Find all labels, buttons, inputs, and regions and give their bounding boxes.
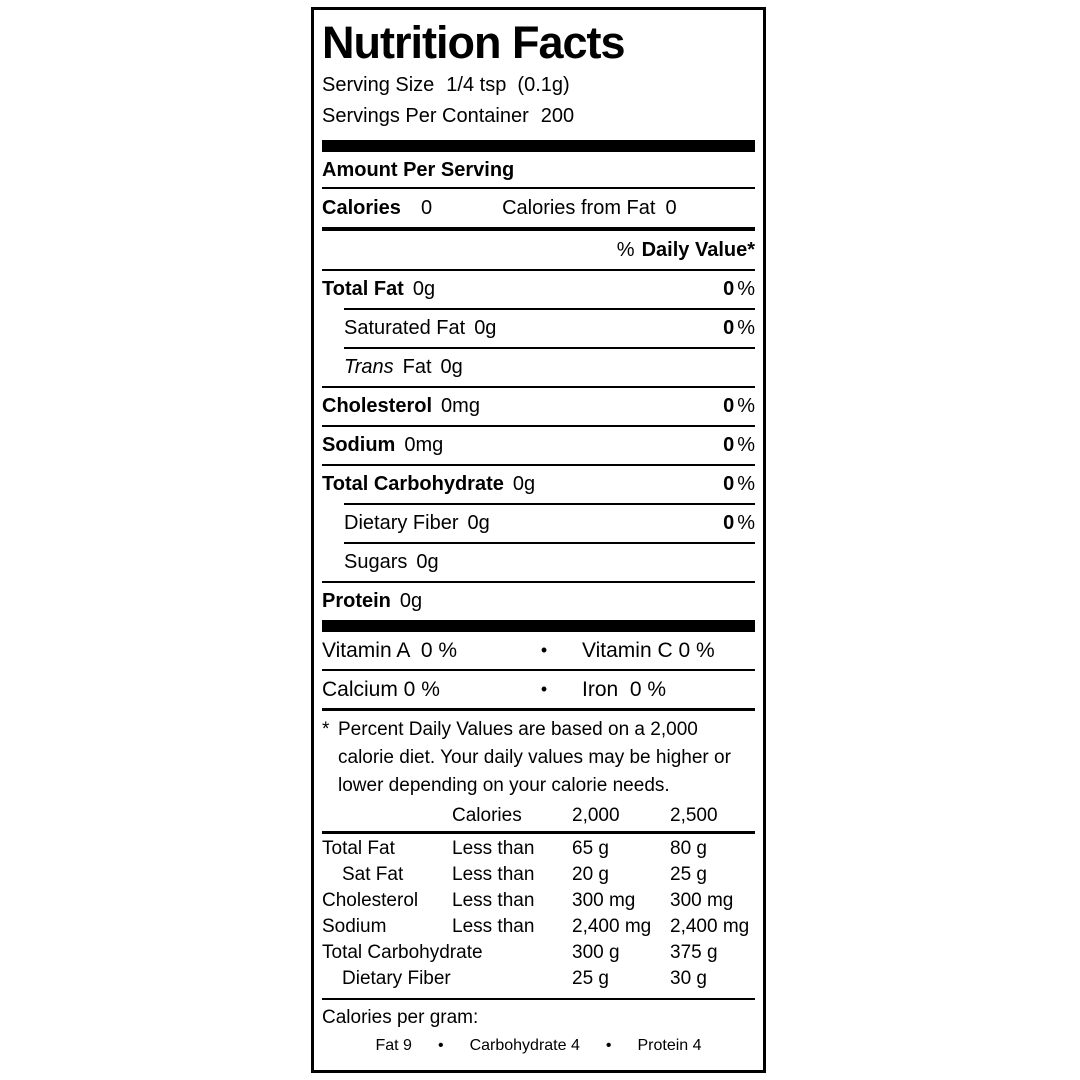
- calories-label: Calories: [322, 196, 401, 219]
- nutrient-dv: 0 %: [723, 317, 755, 339]
- calories-row: [322, 189, 755, 227]
- serving-size-value: 1/4 tsp (0.1g): [446, 74, 570, 96]
- vitamin-c-value: Vitamin C 0 %: [582, 638, 715, 662]
- nutrient-name: Total Carbohydrate: [322, 473, 504, 495]
- nutrient-name: Sodium: [322, 434, 396, 456]
- serving-size-line: [322, 70, 755, 101]
- dv-table-row-sat-fat: Sat Fat Less than 20 g 25 g: [342, 864, 707, 885]
- iron-value: Iron 0 %: [582, 677, 667, 701]
- dv-table-header-calories: Calories: [452, 805, 522, 826]
- bullet-separator: •: [437, 1037, 444, 1054]
- nutrient-name: Cholesterol: [322, 395, 433, 417]
- dv-table-header-2500: 2,500: [670, 805, 718, 826]
- servings-per-container-value: 200: [540, 105, 575, 127]
- daily-value-header: [322, 231, 755, 269]
- servings-per-container-line: [322, 101, 755, 132]
- servings-per-container-label: Servings Per Container: [322, 105, 529, 127]
- calcium-value: Calcium 0 %: [322, 677, 440, 701]
- nutrient-row-total-carbohydrate: [322, 466, 755, 503]
- dv-table-row-sodium: Sodium Less than 2,400 mg 2,400 mg: [322, 916, 750, 937]
- nutrient-row-trans-fat: [322, 349, 755, 386]
- daily-values-footnote: [322, 716, 755, 800]
- bullet-separator: •: [540, 679, 548, 699]
- nutrient-amount: 0g: [512, 473, 536, 495]
- nutrient-name: Saturated Fat: [344, 317, 466, 339]
- dv-table-row-total-fat: Total Fat Less than 65 g 80 g: [322, 838, 707, 859]
- calories-from-fat-label: Calories from Fat: [502, 196, 656, 219]
- dv-table-header: [322, 803, 755, 829]
- nutrient-amount: 0mg: [441, 395, 480, 417]
- percent-sign: %: [616, 238, 635, 261]
- nutrient-name: Dietary Fiber: [344, 512, 459, 534]
- bullet-separator: •: [540, 640, 548, 660]
- nutrient-amount: 0g: [412, 278, 436, 300]
- rule: [322, 998, 755, 1000]
- section-bar: [322, 140, 755, 152]
- daily-values-table: [322, 803, 755, 992]
- dv-table-header-blank: [322, 803, 452, 829]
- footnote-text: Percent Daily Values are based on a 2,000 calorie diet. Your daily values may be higher or lower depending on your calorie needs.: [338, 719, 731, 796]
- nutrient-dv: 0 %: [723, 434, 755, 456]
- nutrient-amount: 0g: [440, 356, 463, 378]
- calories-value: 0: [420, 196, 433, 219]
- nutrient-row-sugars: [322, 544, 755, 581]
- footnote-asterisk: *: [322, 719, 330, 740]
- cpg-protein: Protein 4: [637, 1037, 702, 1054]
- nutrient-amount: 0g: [467, 512, 490, 534]
- vitamin-row-1: [322, 632, 755, 669]
- nutrient-row-sodium: [322, 427, 755, 464]
- nutrient-amount: 0g: [416, 551, 439, 573]
- bullet-separator: •: [605, 1037, 612, 1054]
- vitamin-a-value: Vitamin A 0 %: [322, 638, 458, 662]
- nutrition-facts-label: [311, 7, 766, 1073]
- vitamin-row-2: [322, 671, 755, 708]
- dv-table-row-total-carbohydrate: Total Carbohydrate 300 g 375 g: [322, 942, 718, 963]
- nutrient-name-italic: Trans: [344, 356, 394, 378]
- nutrient-dv: 0 %: [723, 278, 755, 300]
- nutrient-row-cholesterol: [322, 388, 755, 425]
- nutrient-name: Sugars: [344, 551, 408, 573]
- nutrient-amount: 0mg: [404, 434, 444, 456]
- amount-per-serving-heading: Amount Per Serving: [322, 159, 515, 181]
- dv-table-header-2000: 2,000: [572, 805, 620, 826]
- dv-table-body: [322, 836, 755, 992]
- daily-value-label: Daily Value*: [641, 238, 755, 261]
- nutrient-name: Total Fat: [322, 278, 404, 300]
- dv-table-row-cholesterol: Cholesterol Less than 300 mg 300 mg: [322, 890, 734, 911]
- rule-medium: [322, 831, 755, 834]
- cpg-fat: Fat 9: [375, 1037, 412, 1054]
- dv-table-row-dietary-fiber: Dietary Fiber 25 g 30 g: [342, 968, 707, 989]
- nutrient-name: Protein: [322, 590, 391, 612]
- section-bar: [322, 620, 755, 632]
- cpg-carbohydrate: Carbohydrate 4: [469, 1037, 580, 1054]
- nutrient-dv: 0 %: [723, 512, 755, 534]
- serving-size-label: Serving Size: [322, 74, 435, 96]
- nutrient-name-rest: Fat: [402, 356, 432, 378]
- nutrient-row-total-fat: [322, 271, 755, 308]
- nutrient-dv: 0 %: [723, 395, 755, 417]
- nutrient-row-protein: [322, 583, 755, 620]
- calories-per-gram-label: Calories per gram:: [322, 1007, 479, 1028]
- rule-medium: [322, 708, 755, 711]
- label-title: Nutrition Facts: [322, 17, 625, 68]
- calories-per-gram-values: [322, 1032, 755, 1060]
- nutrient-row-dietary-fiber: [322, 505, 755, 542]
- nutrient-dv: 0 %: [723, 473, 755, 495]
- calories-from-fat-value: 0: [665, 196, 677, 219]
- nutrient-amount: 0g: [474, 317, 497, 339]
- nutrient-row-saturated-fat: [322, 310, 755, 347]
- nutrient-amount: 0g: [399, 590, 423, 612]
